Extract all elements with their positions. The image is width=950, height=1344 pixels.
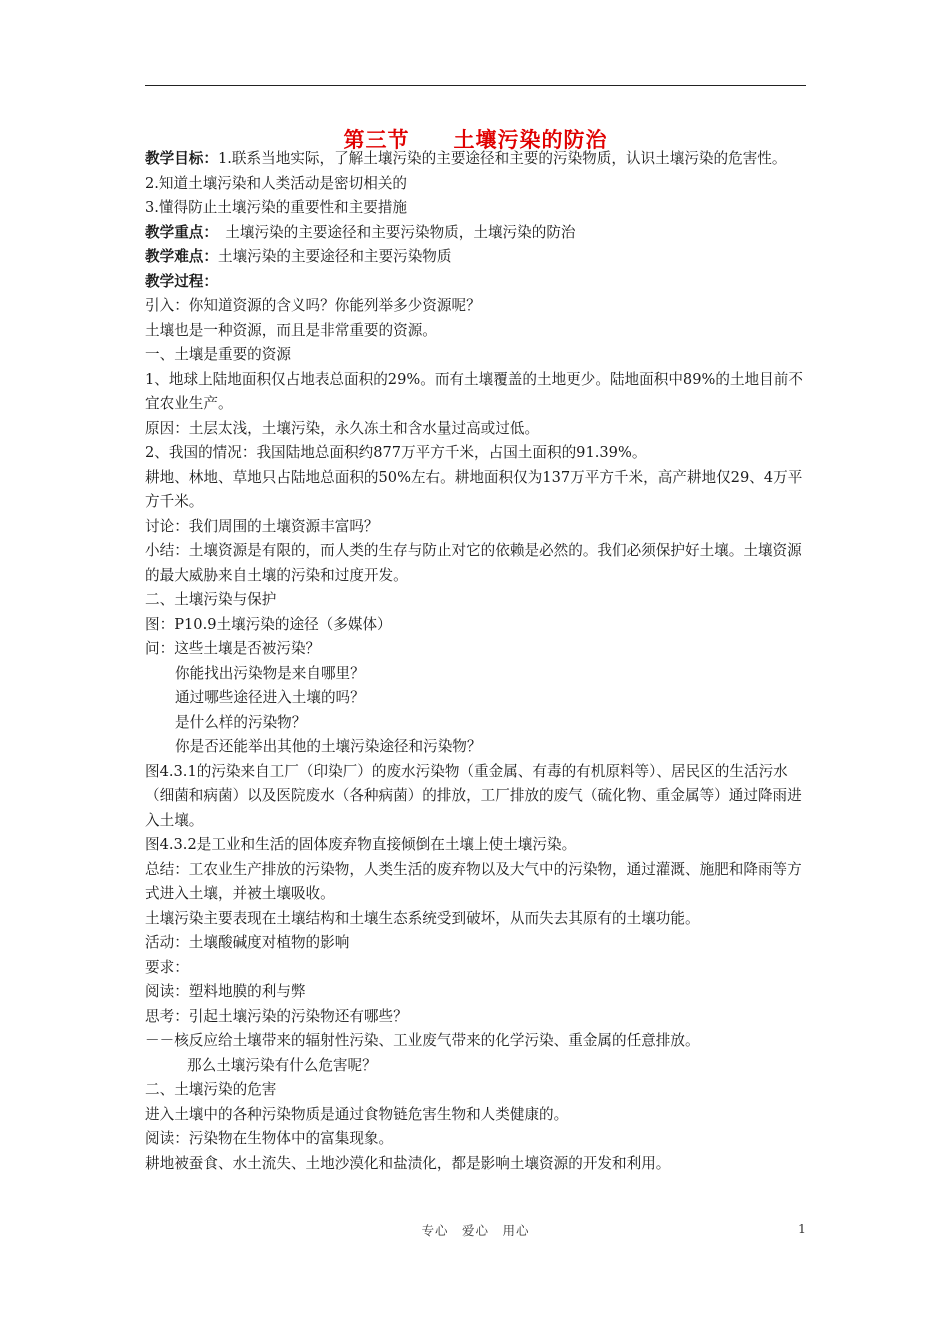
paragraph-text: 土壤也是一种资源，而且是非常重要的资源。 <box>145 321 437 339</box>
paragraph-text: 阅读：污染物在生物体中的富集现象。 <box>145 1130 394 1147</box>
paragraph <box>145 613 807 638</box>
section-label: 教学目标： <box>145 150 218 167</box>
paragraph-text: 2.知道土壤污染和人类活动是密切相关的 <box>145 174 408 192</box>
paragraph <box>145 294 807 319</box>
paragraph <box>145 343 807 368</box>
paragraph <box>145 637 807 662</box>
paragraph-text: 总结：工农业生产排放的污染物，人类生活的废弃物以及大气中的污染物，通过灌溉、施肥和降雨等方式进入土壤，并被土壤吸收。 <box>145 860 802 902</box>
page-title: 第三节 土壤污染的防治 <box>343 127 608 152</box>
paragraph <box>145 858 807 907</box>
paragraph <box>145 368 807 417</box>
header-rule <box>145 85 806 86</box>
paragraph <box>145 417 807 442</box>
section-label: 教学过程： <box>145 272 218 290</box>
paragraph <box>145 441 807 466</box>
paragraph <box>145 1054 807 1079</box>
paragraph-text: 问：这些土壤是否被污染？ <box>145 640 321 657</box>
paragraph <box>145 711 807 736</box>
paragraph <box>145 1029 807 1054</box>
paragraph-text: 图4.3.1的污染来自工厂（印染厂）的废水污染物（重金属、有毒的有机原料等）、居民区的生活污水（细菌和病菌）以及医院废水（各种病菌）的排放，工厂排放的废气（硫化物、重金属等）通过降雨进入土壤。 <box>145 762 802 829</box>
paragraph-text: 原因：土层太浅，土壤污染，永久冻土和含水量过高或过低。 <box>145 419 540 437</box>
paragraph-text: 二、土壤污染的危害 <box>145 1081 277 1098</box>
paragraph-text: 土壤污染的主要途径和主要污染物质 <box>217 248 452 265</box>
paragraph <box>145 833 807 858</box>
page-number: 1 <box>798 1221 806 1236</box>
paragraph-text: 3.懂得防止土壤污染的重要性和主要措施 <box>145 199 408 216</box>
footer-motto: 专心 爱心 用心 <box>421 1223 530 1238</box>
paragraph <box>145 1078 807 1103</box>
paragraph-text: 1、地球上陆地面积仅占地表总面积的29%。而有土壤覆盖的土地更少。陆地面积中89%的土地目前不宜农业生产。 <box>145 370 803 412</box>
paragraph <box>145 662 807 687</box>
paragraph-text: 引入：你知道资源的含义吗？你能列举多少资源呢？ <box>145 297 481 314</box>
paragraph-text: 耕地、林地、草地只占陆地总面积的50%左右。耕地面积仅为137万平方千米，高产耕地仅29、4万平方千米。 <box>145 468 803 510</box>
paragraph <box>145 1005 807 1030</box>
paragraph-text: 2、我国的情况：我国陆地总面积约877万平方千米，占国土面积的91.39%。 <box>145 444 647 461</box>
paragraph-text: －－核反应给土壤带来的辐射性污染、工业废气带来的化学污染、重金属的任意排放。 <box>145 1032 700 1049</box>
paragraph <box>145 956 807 981</box>
paragraph <box>145 270 807 295</box>
paragraph <box>145 147 807 172</box>
paragraph-text: 1.联系当地实际，了解土壤污染的主要途径和主要的污染物质，认识土壤污染的危害性。 <box>217 150 787 167</box>
paragraph-text: 是什么样的污染物？ <box>175 713 307 731</box>
paragraph <box>145 319 807 344</box>
paragraph-text: 土壤污染主要表现在土壤结构和土壤生态系统受到破坏，从而失去其原有的土壤功能。 <box>145 909 700 927</box>
paragraph-text: 要求： <box>145 958 189 976</box>
paragraph-text: 你是否还能举出其他的土壤污染途径和污染物？ <box>175 738 482 755</box>
paragraph <box>145 760 807 834</box>
document-body <box>145 147 807 1176</box>
paragraph-text: 活动：土壤酸碱度对植物的影响 <box>145 934 350 951</box>
paragraph-text: 阅读：塑料地膜的利与弊 <box>145 983 306 1000</box>
paragraph-text: 通过哪些途径进入土壤的吗？ <box>175 689 365 706</box>
paragraph-text: 耕地被蚕食、水土流失、土地沙漠化和盐渍化，都是影响土壤资源的开发和利用。 <box>145 1154 671 1172</box>
paragraph <box>145 539 807 588</box>
paragraph <box>145 735 807 760</box>
paragraph-text: 进入土壤中的各种污染物质是通过食物链危害生物和人类健康的。 <box>145 1105 569 1123</box>
paragraph <box>145 466 807 515</box>
paragraph-text: 图4.3.2是工业和生活的固体废弃物直接倾倒在土壤上使土壤污染。 <box>145 836 577 853</box>
paragraph <box>145 931 807 956</box>
paragraph-text: 土壤污染的主要途径和主要污染物质，土壤污染的防治 <box>210 223 576 241</box>
paragraph <box>145 515 807 540</box>
paragraph <box>145 980 807 1005</box>
paragraph <box>145 1127 807 1152</box>
paragraph-text: 那么土壤污染有什么危害呢？ <box>187 1056 377 1074</box>
section-label: 教学难点： <box>145 248 218 265</box>
paragraph-text: 讨论：我们周围的土壤资源丰富吗？ <box>145 517 379 535</box>
paragraph <box>145 588 807 613</box>
paragraph <box>145 172 807 197</box>
section-label: 教学重点： <box>145 223 211 241</box>
paragraph-text: 二、土壤污染与保护 <box>145 591 277 608</box>
paragraph-text: 一、土壤是重要的资源 <box>145 346 291 363</box>
paragraph-text: 图：P10.9土壤污染的途径（多媒体） <box>145 615 392 633</box>
paragraph-text: 你能找出污染物是来自哪里？ <box>175 664 365 682</box>
paragraph <box>145 1103 807 1128</box>
paragraph-text: 思考：引起土壤污染的污染物还有哪些？ <box>145 1007 408 1025</box>
paragraph <box>145 1152 807 1177</box>
paragraph-text: 小结：土壤资源是有限的，而人类的生存与防止对它的依赖是必然的。我们必须保护好土壤。土壤资源的最大威胁来自土壤的污染和过度开发。 <box>145 542 802 584</box>
paragraph <box>145 245 807 270</box>
paragraph <box>145 686 807 711</box>
paragraph <box>145 907 807 932</box>
paragraph <box>145 196 807 221</box>
paragraph <box>145 221 807 246</box>
